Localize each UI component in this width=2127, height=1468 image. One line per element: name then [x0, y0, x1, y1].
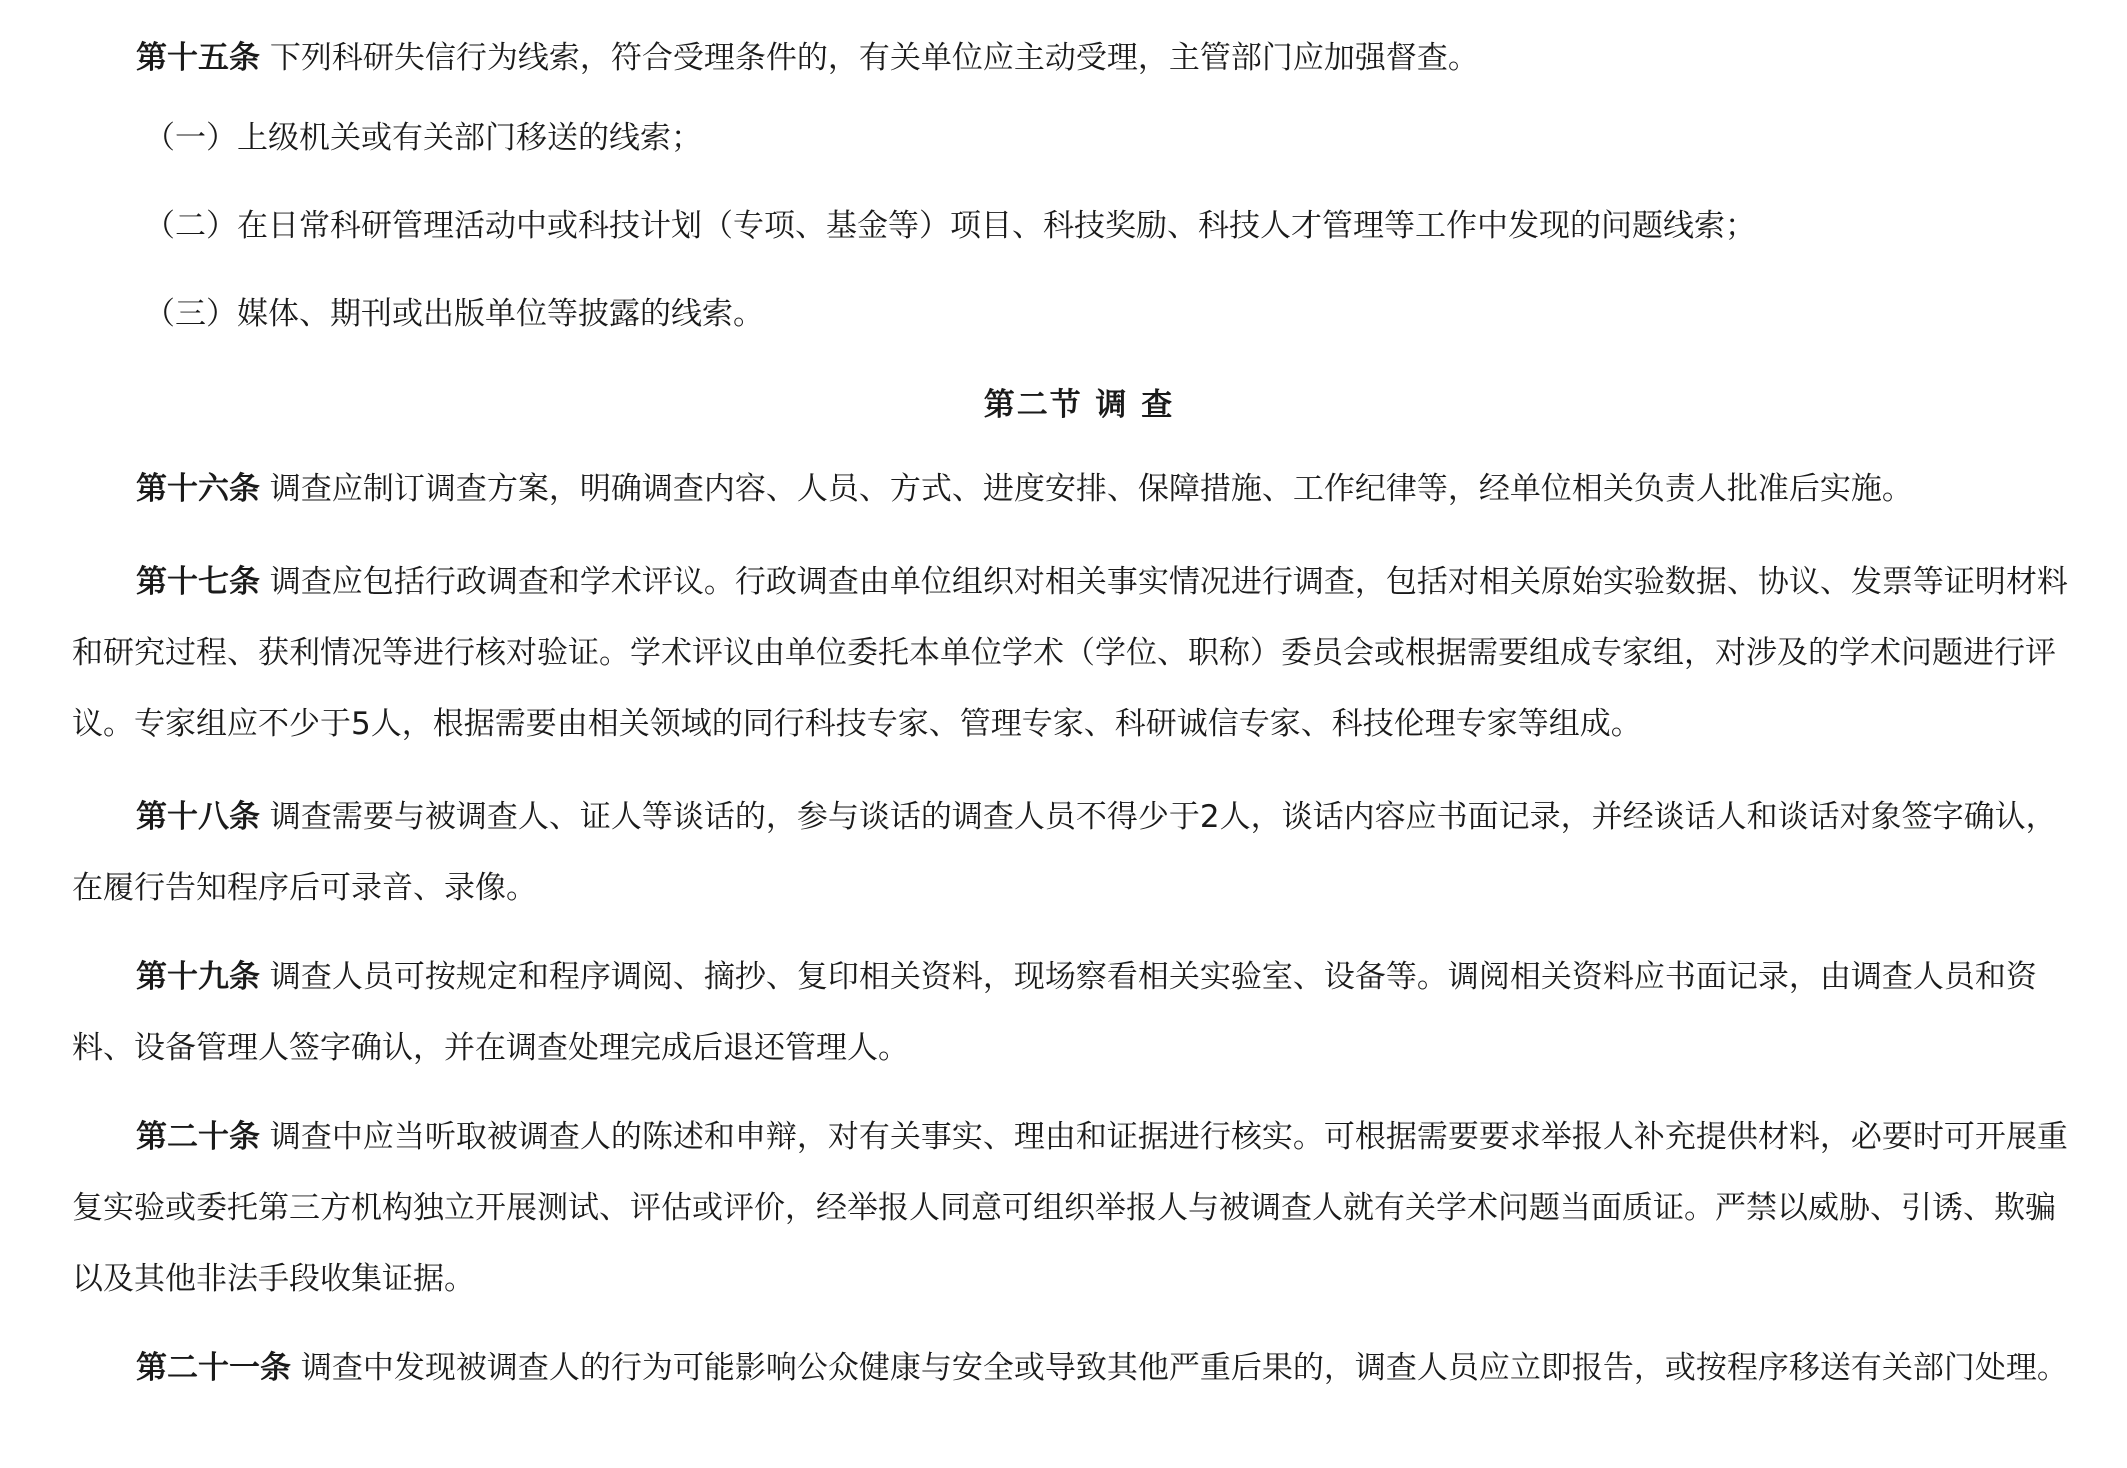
article-21-number: 第二十一条	[136, 1350, 291, 1386]
article-16-text: 调查应制订调查方案，明确调查内容、人员、方式、进度安排、保障措施、工作纪律等，经单位相关负责人批准后实施。	[260, 471, 1913, 507]
article-19-number: 第十九条	[136, 959, 260, 995]
section-title: 第二节 调 查	[983, 387, 1175, 423]
article-15	[72, 22, 2086, 94]
article-18-number: 第十八条	[136, 799, 260, 835]
article-15-text: 下列科研失信行为线索，符合受理条件的，有关单位应主动受理，主管部门应加强督查。	[260, 40, 1479, 76]
article-15-item-2: （二）在日常科研管理活动中或科技计划（专项、基金等）项目、科技奖励、科技人才管理等工作中发现的问题线索；	[144, 208, 1756, 244]
article-19-text: 调查人员可按规定和程序调阅、摘抄、复印相关资料，现场察看相关实验室、设备等。调阅相关资料应书面记录，由调查人员和资料、设备管理人签字确认，并在调查处理完成后退还管理人。	[72, 959, 2037, 1066]
article-20	[72, 1102, 2086, 1315]
article-17	[72, 547, 2086, 760]
article-16-number: 第十六条	[136, 471, 260, 507]
article-19	[72, 942, 2086, 1084]
article-21	[72, 1333, 2086, 1404]
article-17-text: 调查应包括行政调查和学术评议。行政调查由单位组织对相关事实情况进行调查，包括对相关原始实验数据、协议、发票等证明材料和研究过程、获利情况等进行核对验证。学术评议由单位委托本单位学术（学位、职称）委员会或根据需要组成专家组，对涉及的学术问题进行评议。专家组应不少于5人，根据需要由相关领域的同行科技专家、管理专家、科研诚信专家、科技伦理专家等组成。	[72, 564, 2068, 742]
document-body	[72, 0, 2086, 1404]
article-15-items	[72, 94, 2086, 358]
article-16	[72, 454, 2086, 525]
article-18-text: 调查需要与被调查人、证人等谈话的，参与谈话的调查人员不得少于2人，谈话内容应书面记录，并经谈话人和谈话对象签字确认，在履行告知程序后可录音、录像。	[72, 799, 2057, 906]
article-15-number: 第十五条	[136, 40, 260, 76]
article-15-item-1: （一）上级机关或有关部门移送的线索；	[144, 120, 702, 156]
article-20-text: 调查中应当听取被调查人的陈述和申辩，对有关事实、理由和证据进行核实。可根据需要要求举报人补充提供材料，必要时可开展重复实验或委托第三方机构独立开展测试、评估或评价，经举报人同意可组织举报人与被调查人就有关学术问题当面质证。严禁以威胁、引诱、欺骗以及其他非法手段收集证据。	[72, 1119, 2068, 1297]
article-18	[72, 782, 2086, 924]
article-21-text: 调查中发现被调查人的行为可能影响公众健康与安全或导致其他严重后果的，调查人员应立即报告，或按程序移送有关部门处理。	[291, 1350, 2068, 1386]
article-15-item-3: （三）媒体、期刊或出版单位等披露的线索。	[144, 296, 764, 332]
article-20-number: 第二十条	[136, 1119, 260, 1155]
article-17-number: 第十七条	[136, 564, 260, 600]
